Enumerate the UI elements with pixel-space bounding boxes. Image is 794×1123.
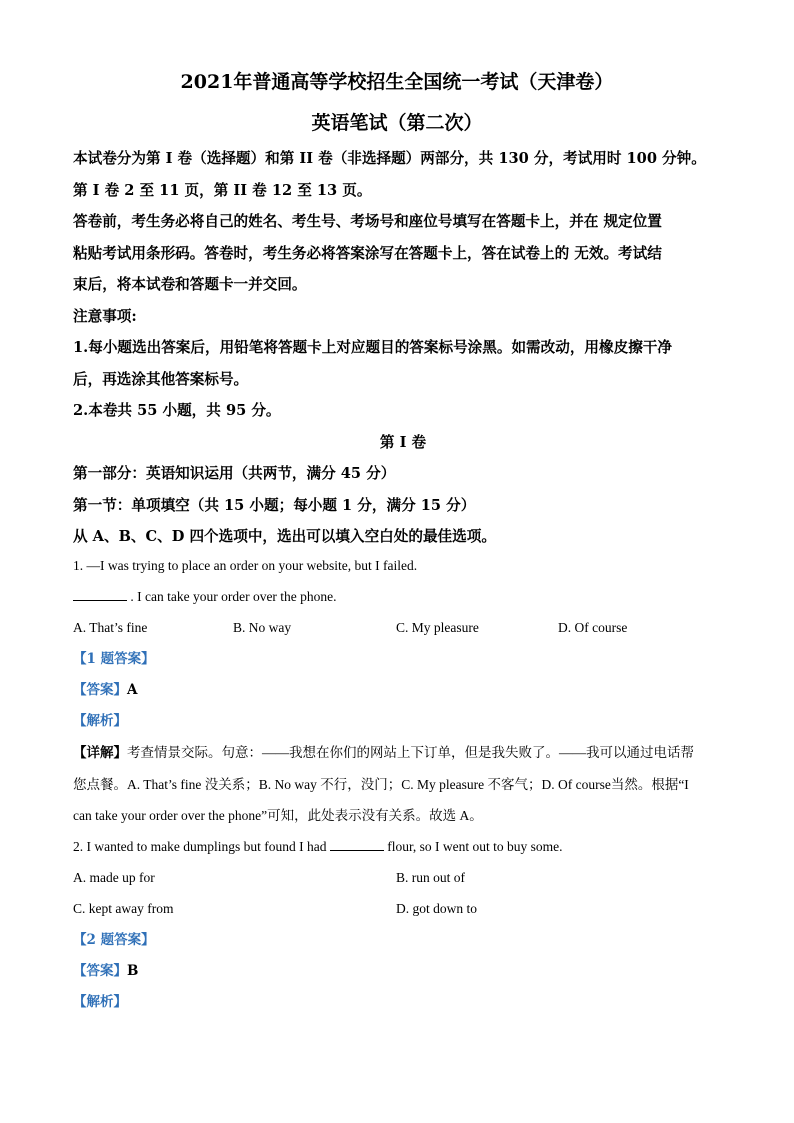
question-1 — [73, 550, 733, 831]
instruction-text: 从 A、B、C、D 四个选项中，选出可以填入空白处的最佳选项。 — [73, 528, 496, 545]
option-b: B. No way — [233, 620, 292, 636]
detail-line: 您点餐。A. That’s fine 没关系；B. No way 不行，没门；C. My pleasure 不客气；D. Of course当然。根据“I — [73, 776, 689, 792]
option-d: D. Of course — [558, 620, 628, 636]
options-row — [73, 893, 733, 924]
intro-section — [73, 143, 733, 553]
question-stem: 1. —I was trying to place an order on your website, but I failed. — [73, 558, 418, 573]
answer-blank — [330, 838, 384, 851]
analysis-tag: 【解析】 — [73, 993, 127, 1010]
answer-value: B — [127, 962, 139, 979]
exam-title: 2021年普通高等学校招生全国统一考试（天津卷） — [180, 71, 614, 93]
options-row — [73, 862, 733, 893]
stem-text: . I can take your order over the phone. — [127, 589, 337, 605]
question-stem-line2 — [73, 581, 733, 612]
answer-tag: 【2 题答案】 — [73, 931, 155, 948]
option-b: B. run out of — [396, 870, 465, 886]
question-2 — [73, 831, 733, 1018]
notice-line: 1.每小题选出答案后，用铅笔将答题卡上对应题目的答案标号涂黑。如需改动，用橡皮擦干净 — [73, 339, 672, 356]
option-c: C. My pleasure — [396, 620, 479, 636]
part-heading: 第一部分：英语知识运用（共两节，满分 45 分） — [73, 465, 396, 482]
option-d: D. got down to — [396, 901, 477, 917]
detail-line: can take your order over the phone”可知，此处表示没有关系。故选 A。 — [73, 808, 483, 824]
answer-line: 【答案】A — [73, 681, 138, 698]
answer-blank — [73, 588, 127, 601]
subsection-heading: 第一节：单项填空（共 15 小题；每小题 1 分，满分 15 分） — [73, 496, 476, 514]
option-a: A. made up for — [73, 870, 155, 886]
intro-line: 束后，将本试卷和答题卡一并交回。 — [73, 276, 307, 293]
option-a: A. That’s fine — [73, 620, 148, 636]
answer-value: A — [127, 681, 138, 698]
notice-line: 2.本卷共 55 小题，共 95 分。 — [73, 402, 281, 419]
options-row — [73, 612, 733, 643]
answer-line: 【答案】B — [73, 962, 139, 979]
intro-line: 第 I 卷 2 至 11 页，第 II 卷 12 至 13 页。 — [73, 181, 372, 199]
intro-line: 粘贴考试用条形码。答卷时，考生务必将答案涂写在答题卡上，答在试卷上的 无效。考试结 — [73, 244, 662, 262]
detail-line: 【详解】考查情景交际。句意：——我想在你们的网站上下订单，但是我失败了。——我可以通过电话帮 — [73, 745, 694, 761]
analysis-tag: 【解析】 — [73, 713, 127, 729]
question-stem: 2. I wanted to make dumplings but found I had flour, so I went out to buy some. — [73, 839, 563, 854]
notice-heading: 注意事项: — [73, 307, 137, 325]
answer-tag: 【1 题答案】 — [73, 650, 155, 667]
option-c: C. kept away from — [73, 901, 174, 917]
intro-line: 答卷前，考生务必将自己的姓名、考生号、考场号和座位号填写在答题卡上，并在 规定位置 — [73, 213, 662, 230]
notice-line: 后，再选涂其他答案标号。 — [73, 370, 249, 388]
intro-line: 本试卷分为第 I 卷（选择题）和第 II 卷（非选择题）两部分，共 130 分，考试用时 100 分钟。 — [73, 150, 706, 167]
volume-heading: 第 I 卷 — [379, 433, 427, 451]
exam-subtitle: 英语笔试（第二次） — [311, 112, 483, 134]
